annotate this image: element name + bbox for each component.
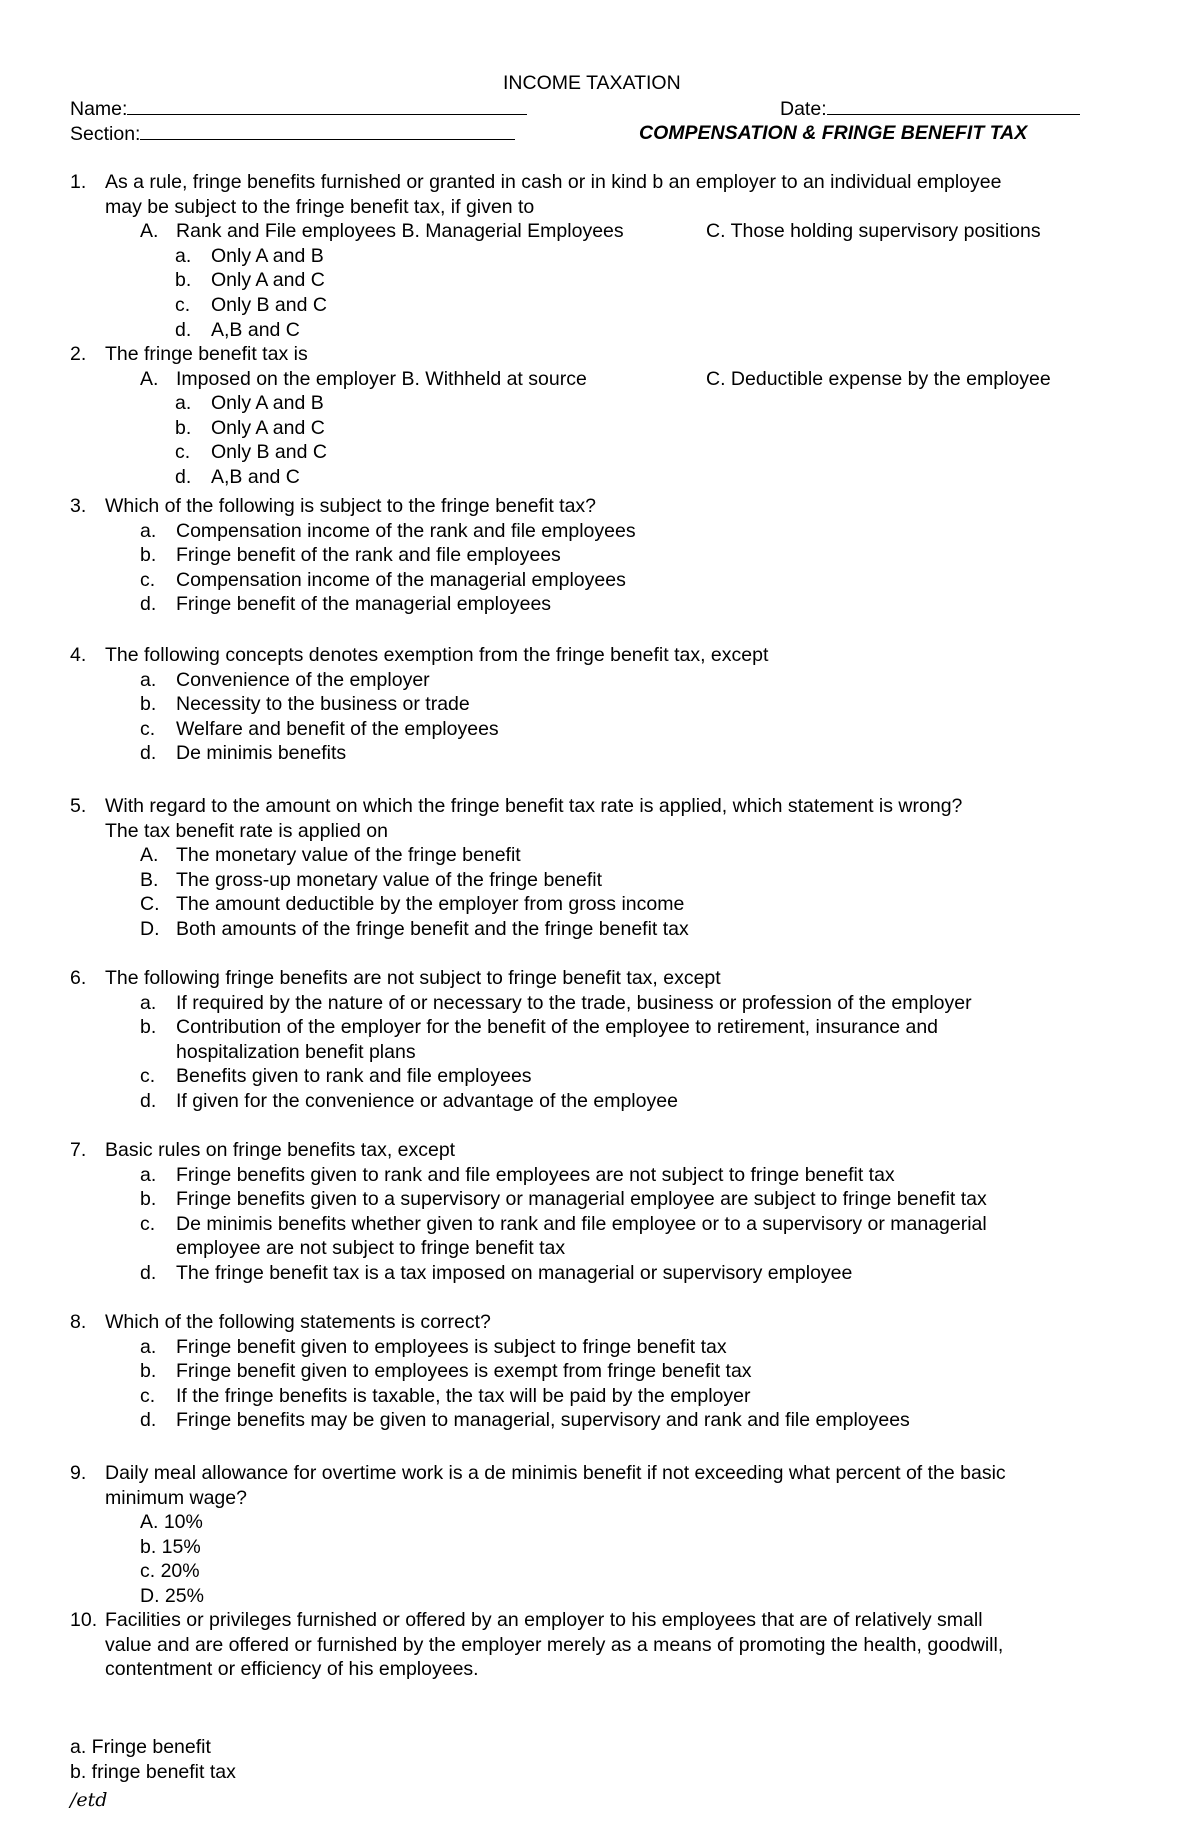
question-number: 2. [70, 343, 87, 365]
option-text: Contribution of the employer for the benefit of the employee to retirement, insurance and [176, 1016, 939, 1039]
option-letter: c. [140, 1384, 156, 1407]
option-letter: a. [140, 1335, 157, 1358]
document-title: INCOME TAXATION [503, 72, 681, 94]
question-text: may be subject to the fringe benefit tax, if given to [105, 195, 535, 218]
option-letter: d. [140, 1262, 157, 1284]
option-text: employee are not subject to fringe benefit tax [176, 1237, 566, 1260]
option-text: Compensation income of the managerial employees [176, 568, 626, 591]
option-letter: c. [140, 568, 156, 591]
option-letter: b. [140, 1188, 157, 1211]
option-letter: A. [140, 844, 159, 867]
question-text: minimum wage? [105, 1486, 247, 1509]
choice-text: Imposed on the employer B. Withheld at source [176, 367, 587, 390]
option-text: De minimis benefits [176, 742, 347, 765]
option-letter: c. [140, 1212, 156, 1235]
question-text: Basic rules on fringe benefits tax, except [105, 1139, 456, 1161]
choice-text: Rank and File employees B. Managerial Employees [176, 220, 624, 243]
option-text: Only B and C [211, 441, 327, 464]
date-field [780, 96, 1080, 121]
question-text: Which of the following statements is correct? [105, 1311, 491, 1333]
question-number: 3. [70, 495, 87, 517]
question-text: Which of the following is subject to the fringe benefit tax? [105, 495, 597, 517]
option-text: The monetary value of the fringe benefit [176, 844, 521, 867]
option-letter: b. [140, 544, 157, 567]
option-text: Both amounts of the fringe benefit and the fringe benefit tax [176, 918, 689, 940]
option-text: A. 10% [140, 1511, 203, 1534]
question-text: value and are offered or furnished by the employer merely as a means of promoting the health, goodwill, [105, 1633, 1004, 1656]
option-text: hospitalization benefit plans [176, 1040, 416, 1063]
section-field [70, 121, 515, 146]
option-letter: a. [140, 1163, 157, 1186]
option-letter: a. [140, 991, 157, 1014]
option-letter: d. [140, 742, 157, 765]
option-letter: d. [140, 1409, 157, 1432]
option-text: Only A and C [211, 416, 325, 439]
name-label: Name: [70, 98, 128, 120]
question-text: As a rule, fringe benefits furnished or granted in cash or in kind b an employer to an individual employee [105, 171, 1002, 193]
option-text: If given for the convenience or advantage of the employee [176, 1090, 678, 1112]
option-text: Fringe benefit of the managerial employees [176, 593, 552, 616]
question-number: 9. [70, 1462, 87, 1484]
date-blank [827, 96, 1080, 115]
choice-letter: A. [140, 367, 159, 390]
question-text: Daily meal allowance for overtime work is a de minimis benefit if not exceeding what percent of the basic [105, 1462, 1006, 1484]
choice-text: C. Deductible expense by the employee [706, 367, 1051, 390]
option-letter: D. [140, 918, 160, 940]
option-text: Only A and C [211, 269, 325, 292]
option-text: D. 25% [140, 1585, 204, 1607]
question-number: 8. [70, 1311, 87, 1333]
subject-heading: COMPENSATION & FRINGE BENEFIT TAX [639, 122, 1028, 144]
question-text: The fringe benefit tax is [105, 343, 308, 365]
option-text: Fringe benefit given to employees is exempt from fringe benefit tax [176, 1360, 752, 1383]
option-text: The fringe benefit tax is a tax imposed on managerial or supervisory employee [176, 1262, 853, 1284]
option-letter: c. [140, 717, 156, 740]
question-number: 4. [70, 644, 87, 666]
name-field [70, 96, 527, 121]
option-text: The gross-up monetary value of the fringe benefit [176, 868, 602, 891]
option-text: A,B and C [211, 318, 300, 341]
option-letter: c. [175, 441, 191, 464]
section-label: Section: [70, 123, 141, 145]
option-letter: d. [140, 593, 157, 616]
option-text: c. 20% [140, 1560, 200, 1583]
signature: /etd [70, 1789, 108, 1811]
option-text: Fringe benefits may be given to managerial, supervisory and rank and file employees [176, 1409, 910, 1432]
option-letter: C. [140, 893, 160, 916]
question-text: The following concepts denotes exemption from the fringe benefit tax, except [105, 644, 769, 666]
question-text: contentment or efficiency of his employees. [105, 1658, 479, 1681]
question-text: With regard to the amount on which the fringe benefit tax rate is applied, which statement is wrong? [105, 795, 963, 817]
option-letter: b. [140, 693, 157, 716]
option-text: Only B and C [211, 294, 327, 316]
trailing-choice: b. fringe benefit tax [70, 1761, 236, 1783]
option-text: Fringe benefits given to a supervisory or managerial employee are subject to fringe benefit tax [176, 1188, 987, 1211]
question-number: 1. [70, 171, 87, 193]
option-text: Fringe benefit of the rank and file employees [176, 544, 561, 567]
option-letter: a. [175, 244, 192, 267]
question-text: The following fringe benefits are not subject to fringe benefit tax, except [105, 967, 721, 989]
option-text: If the fringe benefits is taxable, the tax will be paid by the employer [176, 1384, 751, 1407]
option-text: Fringe benefit given to employees is subject to fringe benefit tax [176, 1335, 727, 1358]
choice-letter: A. [140, 220, 159, 243]
choice-text: C. Those holding supervisory positions [706, 220, 1041, 243]
date-label: Date: [780, 98, 827, 120]
trailing-choice: a. Fringe benefit [70, 1736, 211, 1758]
question-text: The tax benefit rate is applied on [105, 819, 388, 842]
option-letter: c. [140, 1065, 156, 1088]
option-text: If required by the nature of or necessary to the trade, business or profession of the employer [176, 991, 972, 1014]
section-blank [140, 121, 515, 140]
question-number: 6. [70, 967, 87, 989]
option-letter: B. [140, 868, 159, 891]
question-number: 10. [70, 1609, 98, 1631]
option-letter: d. [175, 466, 192, 488]
option-text: Benefits given to rank and file employees [176, 1065, 532, 1088]
option-text: Welfare and benefit of the employees [176, 717, 499, 740]
question-number: 7. [70, 1139, 87, 1161]
option-letter: b. [140, 1016, 157, 1039]
option-letter: d. [175, 318, 192, 341]
option-letter: a. [140, 668, 157, 691]
option-text: Compensation income of the rank and file employees [176, 519, 636, 542]
option-text: Only A and B [211, 392, 324, 415]
option-text: Necessity to the business or trade [176, 693, 470, 716]
option-text: b. 15% [140, 1535, 201, 1558]
option-letter: a. [140, 519, 157, 542]
option-text: Convenience of the employer [176, 668, 430, 691]
option-letter: d. [140, 1090, 157, 1112]
option-text: The amount deductible by the employer from gross income [176, 893, 685, 916]
option-text: A,B and C [211, 466, 300, 488]
question-text: Facilities or privileges furnished or offered by an employer to his employees that are of relatively small [105, 1609, 983, 1631]
option-letter: c. [175, 294, 191, 316]
question-number: 5. [70, 795, 87, 817]
option-letter: b. [140, 1360, 157, 1383]
option-text: Only A and B [211, 244, 324, 267]
option-letter: a. [175, 392, 192, 415]
option-letter: b. [175, 269, 192, 292]
option-text: De minimis benefits whether given to rank and file employee or to a supervisory or managerial [176, 1212, 987, 1235]
name-blank [127, 96, 527, 115]
option-text: Fringe benefits given to rank and file employees are not subject to fringe benefit tax [176, 1163, 895, 1186]
option-letter: b. [175, 416, 192, 439]
